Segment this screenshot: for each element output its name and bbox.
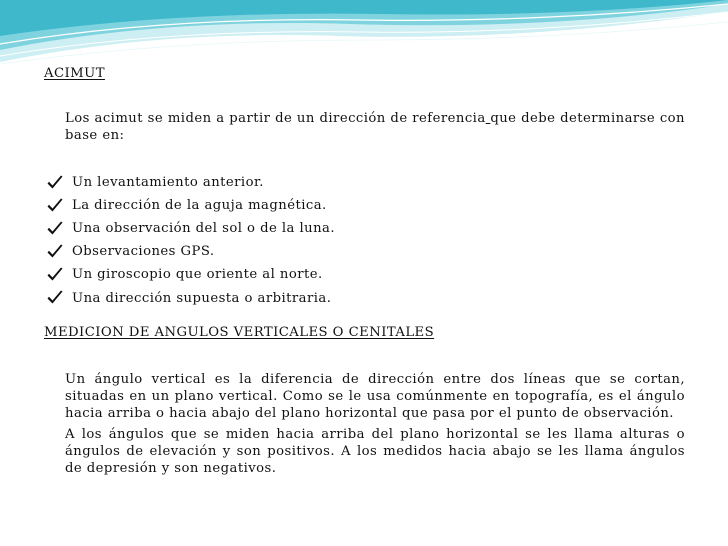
checkmark-icon — [46, 267, 64, 283]
list-item — [46, 263, 335, 286]
acimut-intro-paragraph — [65, 110, 685, 144]
intro-text-start: Los acimut se miden a partir de un dirección de referencia — [65, 111, 486, 126]
list-item-label: Observaciones GPS. — [72, 244, 215, 260]
elevation-depression-paragraph: A los ángulos que se miden hacia arriba del plano horizontal se les llama alturas o ángulos de elevación y son positivos. A los medidos hacia abajo se les llama ángulos de depresión y son negativos. — [65, 427, 685, 476]
checkmark-icon — [46, 244, 64, 260]
checkmark-icon — [46, 175, 64, 191]
list-item-label: Un giroscopio que oriente al norte. — [72, 267, 323, 283]
checkmark-icon — [46, 198, 64, 214]
checkmark-icon — [46, 290, 64, 306]
section-title-vertical-angles: MEDICION DE ANGULOS VERTICALES O CENITALES — [44, 325, 435, 340]
list-item — [46, 217, 335, 240]
vertical-angle-definition-paragraph: Un ángulo vertical es la diferencia de dirección entre dos líneas que se cortan, situadas en un plano vertical. Como se le usa comúnmente en topografía, es el ángulo hacia arriba o hacia abajo del plano horizontal que pasa por el punto de observación. — [65, 372, 685, 421]
list-item-label: La dirección de la aguja magnética. — [72, 198, 327, 214]
list-item-label: Un levantamiento anterior. — [72, 175, 264, 191]
section-title-acimut: ACIMUT — [44, 66, 105, 81]
list-item-label: Una observación del sol o de la luna. — [72, 221, 335, 237]
list-item — [46, 240, 335, 263]
list-item-label: Una dirección supuesta o arbitraria. — [72, 290, 332, 306]
acimut-reference-list — [46, 171, 335, 310]
intro-text-end: que debe determinarse con base en: — [65, 111, 685, 143]
list-item — [46, 171, 335, 194]
list-item — [46, 286, 335, 309]
checkmark-icon — [46, 221, 64, 237]
list-item — [46, 194, 335, 217]
